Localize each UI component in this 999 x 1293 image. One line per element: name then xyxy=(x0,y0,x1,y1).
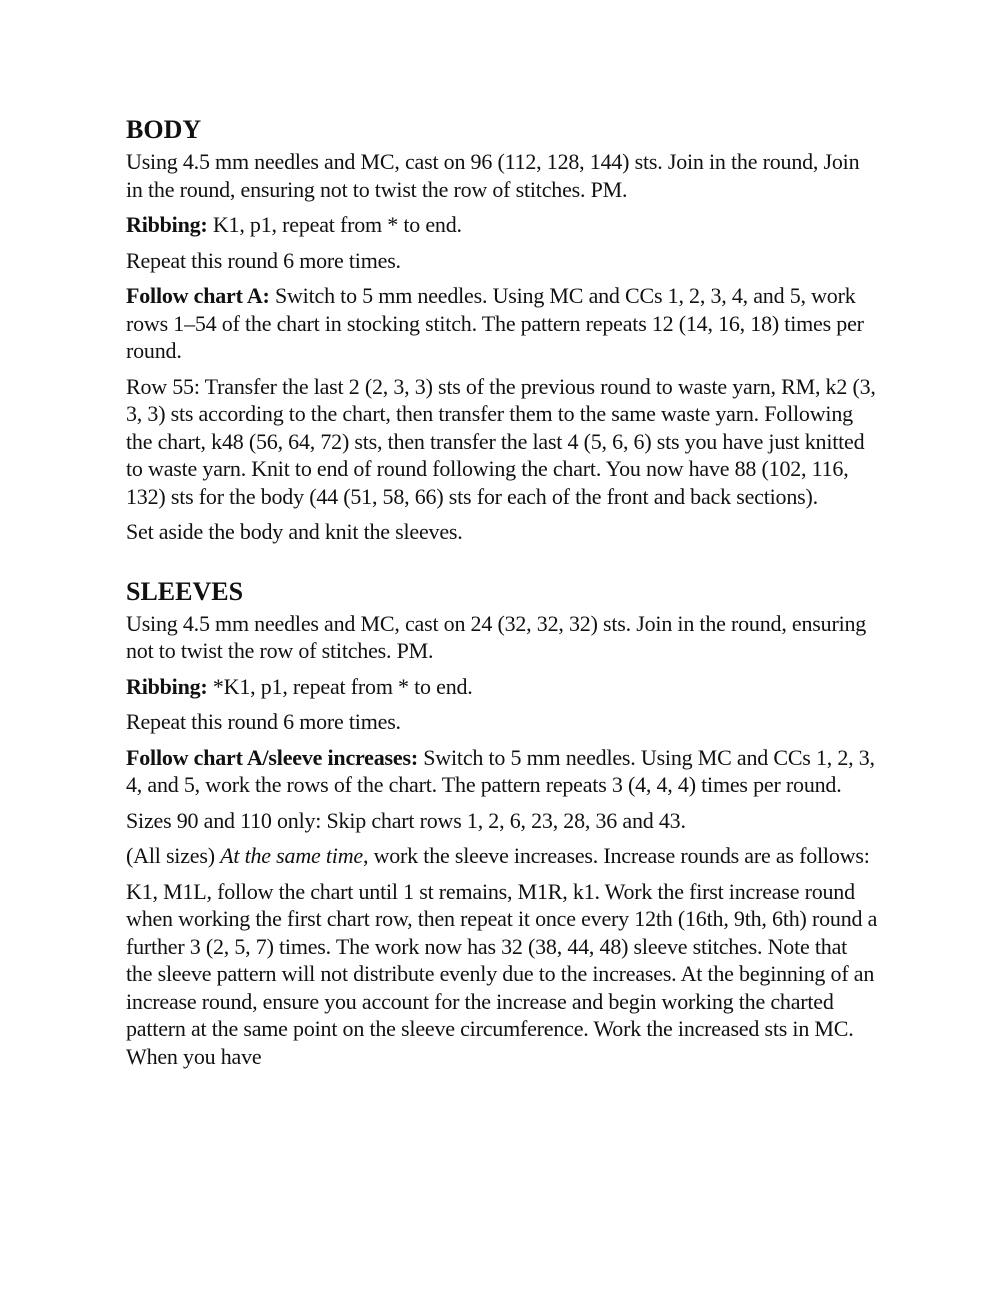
body-heading: BODY xyxy=(126,115,202,144)
body-ribbing-paragraph xyxy=(126,211,878,239)
sleeves-ribbing-paragraph xyxy=(126,673,878,701)
sleeves-section xyxy=(126,574,878,1071)
body-row55-paragraph: Row 55: Transfer the last 2 (2, 3, 3) sts of the previous round to waste yarn, RM, k2 (3, 3, 3) sts according to the chart, then transfer them to the same waste yarn. Following the chart, k48 (56, 64, 72) sts, then transfer the last 4 (5, 6, 6) sts you have just knitted to waste yarn. Knit to end of round following the chart. You now have 88 (102, 116, 132) sts for the body (44 (51, 58, 66) sts for each of the front and back sections). xyxy=(126,373,876,509)
sleeves-all-sizes-paragraph xyxy=(126,842,878,870)
sleeves-all-sizes-after: , work the sleeve increases. Increase rounds are as follows: xyxy=(362,843,870,868)
body-ribbing-text: K1, p1, repeat from * to end. xyxy=(207,212,462,237)
sleeves-chart-paragraph xyxy=(126,744,878,799)
sleeves-sizes-paragraph: Sizes 90 and 110 only: Skip chart rows 1, 2, 6, 23, 28, 36 and 43. xyxy=(126,807,686,833)
sleeves-chart-text: Switch to 5 mm needles. Using MC and CCs 1, 2, 3, 4, and 5, work the rows of the chart. The pattern repeats 3 (4, 4, 4) times per round. xyxy=(126,744,875,797)
document-page xyxy=(126,112,878,1078)
sleeves-ribbing-text: *K1, p1, repeat from * to end. xyxy=(207,673,473,699)
body-section xyxy=(126,112,878,546)
sleeves-heading: SLEEVES xyxy=(126,576,244,606)
sleeves-all-sizes-before: (All sizes) xyxy=(126,843,221,868)
sleeves-chart-label: Follow chart A/sleeve increases: xyxy=(126,744,418,770)
body-cast-on-paragraph: Using 4.5 mm needles and MC, cast on 96 (112, 128, 144) sts. Join in the round, Join in the round, ensuring not to twist the row of stitches. PM. xyxy=(126,149,860,202)
body-chart-paragraph xyxy=(126,282,878,365)
body-chart-label: Follow chart A: xyxy=(126,283,270,308)
body-repeat-paragraph: Repeat this round 6 more times. xyxy=(126,247,401,273)
sleeves-all-sizes-italic: At the same time xyxy=(220,843,363,868)
sleeves-increase-paragraph: K1, M1L, follow the chart until 1 st remains, M1R, k1. Work the first increase round when working the first chart row, then repeat it once every 12th (16th, 9th, 6th) round a further 3 (2, 5, 7) times. The work now has 32 (38, 44, 48) sleeve stitches. Note that the sleeve pattern will not distribute evenly due to the increases. At the beginning of an increase round, ensure you account for the increase and begin working the charted pattern at the same point on the sleeve circumference. Work the increased sts in MC. When you have xyxy=(126,878,878,1069)
sleeves-cast-on-paragraph: Using 4.5 mm needles and MC, cast on 24 (32, 32, 32) sts. Join in the round, ensuring not to twist the row of stitches. PM. xyxy=(126,610,867,663)
sleeves-repeat-paragraph: Repeat this round 6 more times. xyxy=(126,709,401,734)
body-chart-text: Switch to 5 mm needles. Using MC and CCs 1, 2, 3, 4, and 5, work rows 1–54 of the chart in stocking stitch. The pattern repeats 12 (14, 16, 18) times per round. xyxy=(126,283,864,363)
body-ribbing-label: Ribbing: xyxy=(126,212,208,237)
body-set-aside-paragraph: Set aside the body and knit the sleeves. xyxy=(126,519,463,544)
sleeves-ribbing-label: Ribbing: xyxy=(126,673,208,699)
